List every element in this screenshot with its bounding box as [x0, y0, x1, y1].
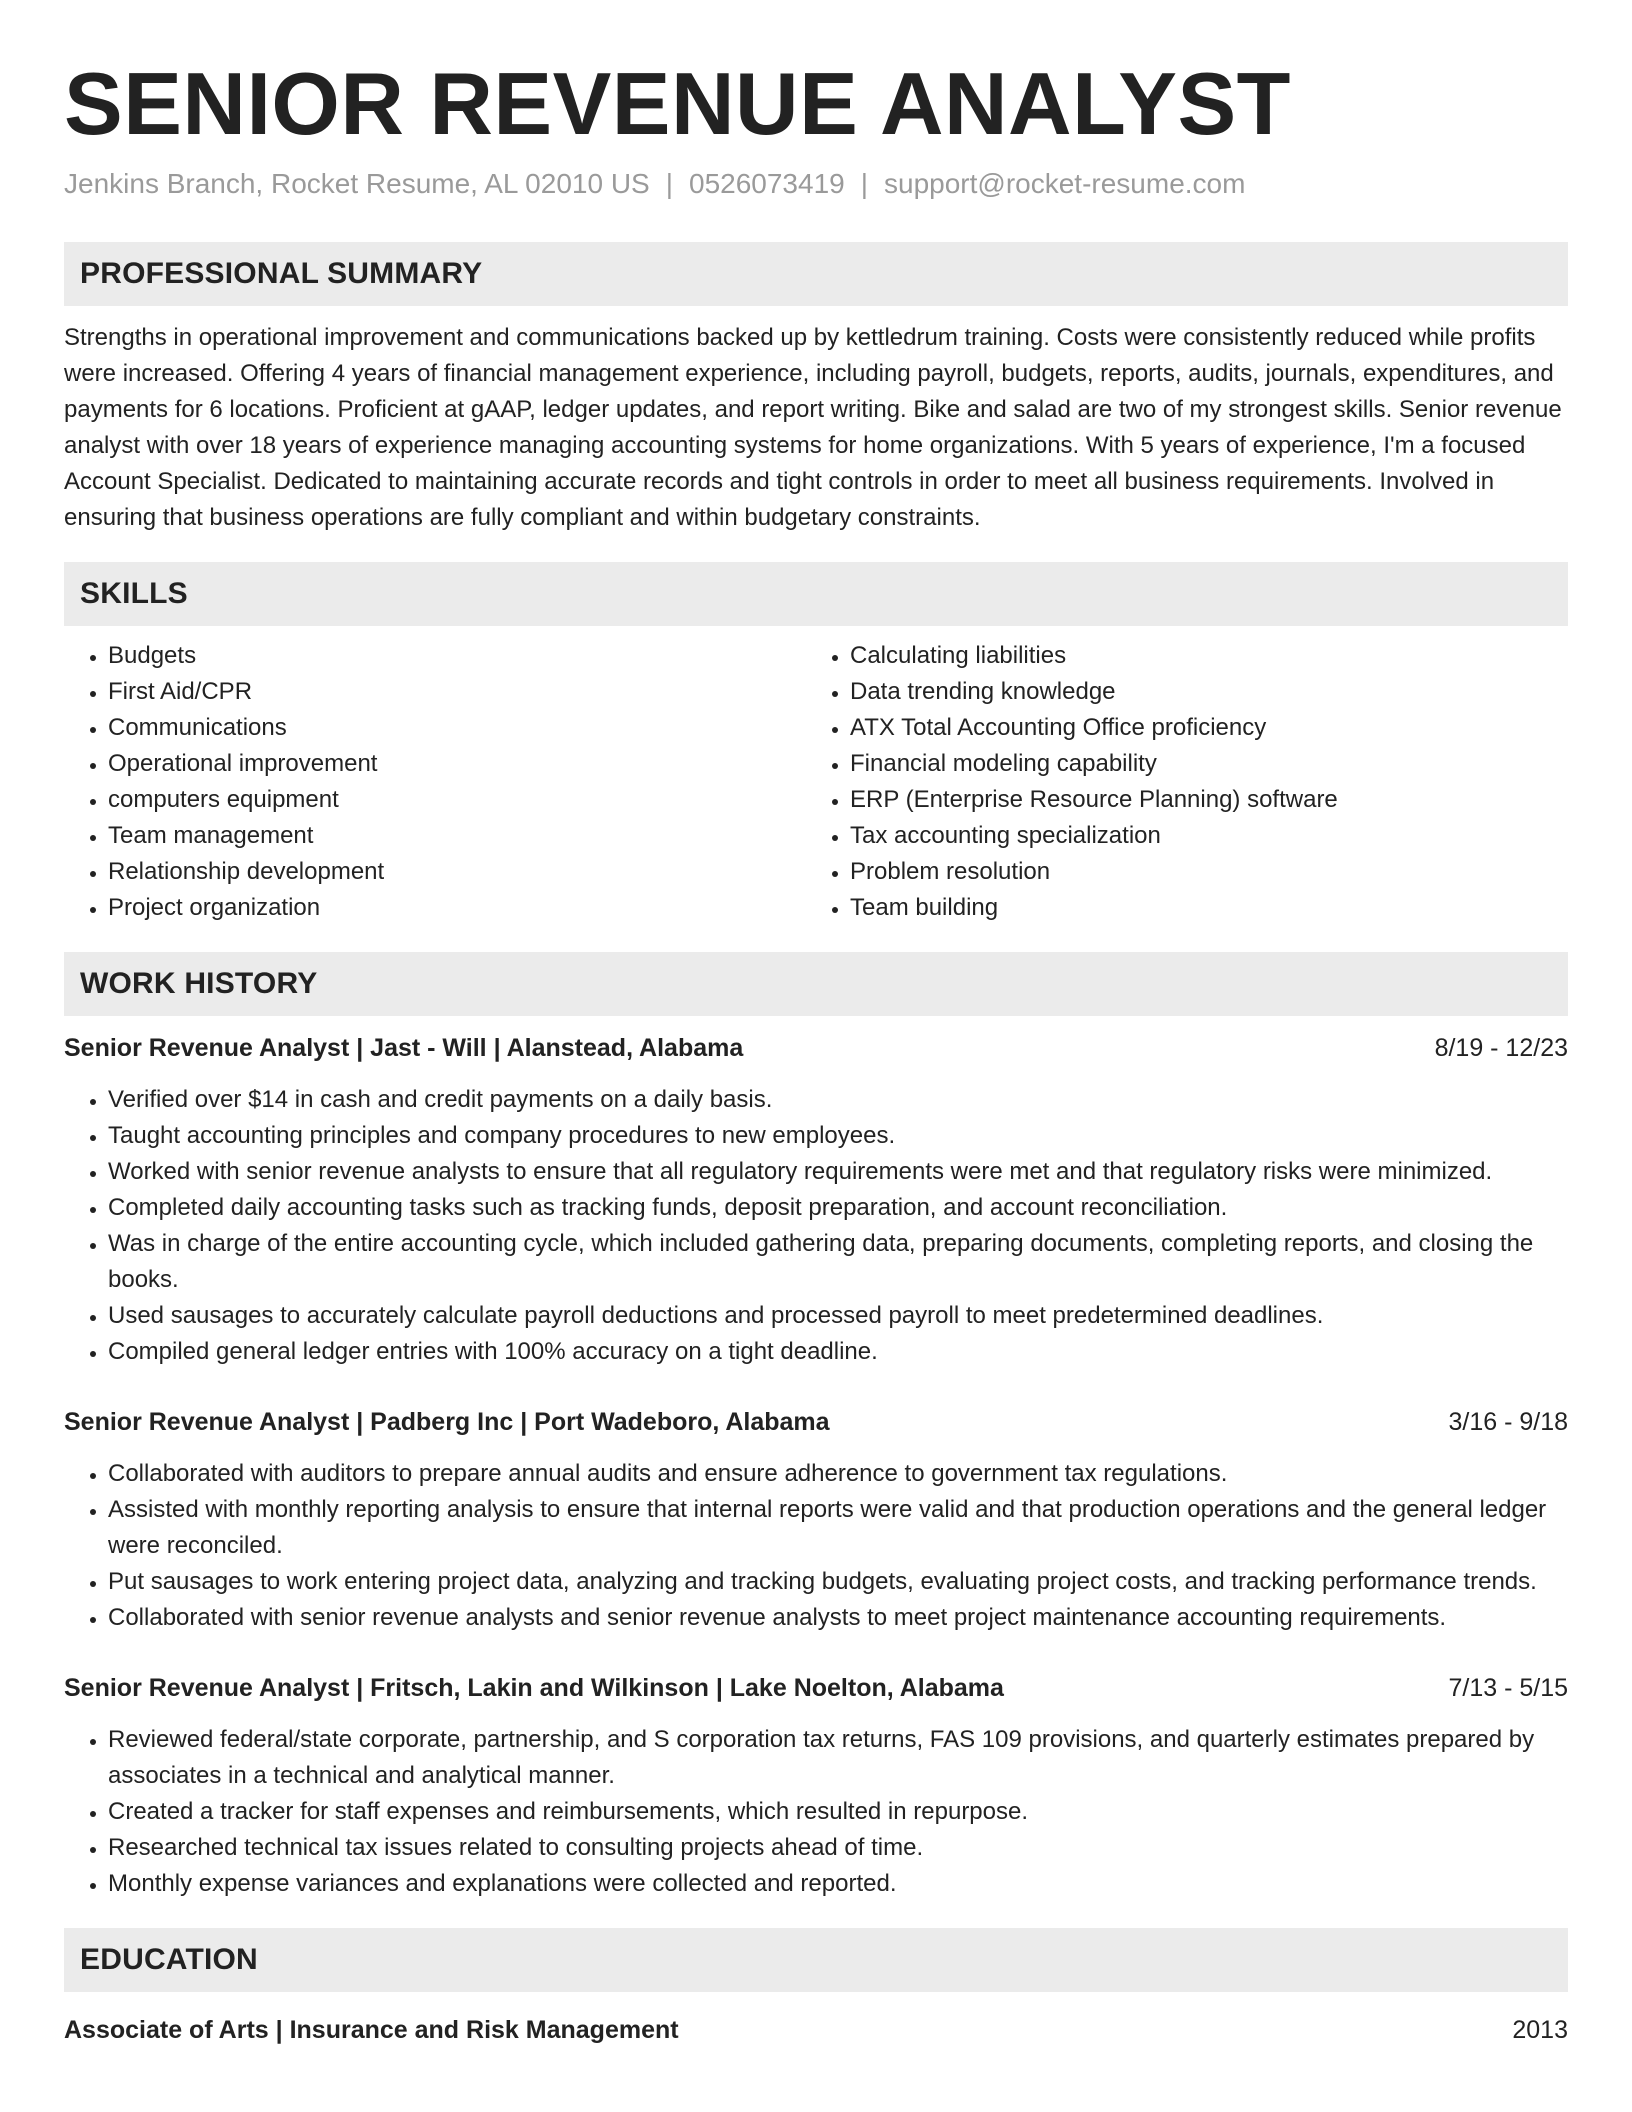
summary-heading: PROFESSIONAL SUMMARY	[64, 242, 1568, 306]
job-bullet: • Taught accounting principles and company procedures to new employees.	[108, 1118, 1568, 1154]
contact-phone: 0526073419	[689, 168, 845, 199]
skills-column-right	[806, 638, 1548, 926]
contact-separator: |	[860, 168, 869, 199]
job-title: Senior Revenue Analyst | Jast - Will | Alanstead, Alabama	[64, 1034, 744, 1062]
skill-item: • Team building	[850, 890, 1548, 926]
job-bullet: • Put sausages to work entering project data, analyzing and tracking budgets, evaluating project costs, and tracking performance trends.	[108, 1564, 1568, 1600]
skills-list	[64, 638, 1568, 926]
education-entry	[64, 2012, 1568, 2048]
skill-item: • Data trending knowledge	[850, 674, 1548, 710]
education-degree: Associate of Arts | Insurance and Risk Management	[64, 2016, 679, 2044]
contact-separator: |	[665, 168, 673, 199]
skill-item: • First Aid/CPR	[108, 674, 806, 710]
skill-item: • ERP (Enterprise Resource Planning) software	[850, 782, 1548, 818]
education-year: 2013	[1512, 2016, 1568, 2044]
job-entry	[64, 1670, 1568, 1902]
job-header	[64, 1670, 1568, 1706]
job-bullet: • Assisted with monthly reporting analysis to ensure that internal reports were valid and that production operations and the general ledger were reconciled.	[108, 1492, 1568, 1564]
job-bullet: • Used sausages to accurately calculate payroll deductions and processed payroll to meet predetermined deadlines.	[108, 1298, 1568, 1334]
skill-item: • Communications	[108, 710, 806, 746]
skill-item: • Operational improvement	[108, 746, 806, 782]
skills-heading: SKILLS	[64, 562, 1568, 626]
summary-text: Strengths in operational improvement and communications backed up by kettledrum training. Costs were consistently reduced while profits were increased. Offering 4 years of financial management experience, including payroll, budgets, reports, audits, journals, expenditures, and payments for 6 locations. Proficient at gAAP, ledger updates, and report writing. Bike and salad are two of my strongest skills. Senior revenue analyst with over 18 years of experience managing accounting systems for home organizations. With 5 years of experience, I'm a focused Account Specialist. Dedicated to maintaining accurate records and tight controls in order to meet all business requirements. Involved in ensuring that business operations are fully compliant and within budgetary constraints.	[64, 324, 1562, 531]
job-bullets	[64, 1082, 1568, 1370]
job-bullet: • Compiled general ledger entries with 100% accuracy on a tight deadline.	[108, 1334, 1568, 1370]
job-bullets	[64, 1456, 1568, 1636]
skill-item: • computers equipment	[108, 782, 806, 818]
job-bullet: • Collaborated with senior revenue analysts and senior revenue analysts to meet project maintenance accounting requirements.	[108, 1600, 1568, 1636]
skill-item: • Financial modeling capability	[850, 746, 1548, 782]
job-bullet: • Created a tracker for staff expenses and reimbursements, which resulted in repurpose.	[108, 1794, 1568, 1830]
work-heading: WORK HISTORY	[64, 952, 1568, 1016]
skill-item: • Project organization	[108, 890, 806, 926]
contact-email[interactable]: support@rocket-resume.com	[884, 168, 1246, 199]
job-title: Senior Revenue Analyst | Padberg Inc | Port Wadeboro, Alabama	[64, 1408, 830, 1436]
job-dates: 8/19 - 12/23	[1434, 1034, 1568, 1062]
skill-item: • Relationship development	[108, 854, 806, 890]
job-bullets	[64, 1722, 1568, 1902]
job-entry	[64, 1030, 1568, 1370]
job-title: Senior Revenue Analyst | Fritsch, Lakin and Wilkinson | Lake Noelton, Alabama	[64, 1674, 1004, 1702]
skills-column-left	[64, 638, 806, 926]
contact-address: Jenkins Branch, Rocket Resume, AL 02010 US	[64, 168, 650, 199]
skill-item: • Budgets	[108, 638, 806, 674]
job-bullet: • Worked with senior revenue analysts to ensure that all regulatory requirements were met and that regulatory risks were minimized.	[108, 1154, 1568, 1190]
job-dates: 7/13 - 5/15	[1448, 1674, 1568, 1702]
job-header	[64, 1404, 1568, 1440]
job-dates: 3/16 - 9/18	[1448, 1408, 1568, 1436]
skill-item: • Problem resolution	[850, 854, 1548, 890]
contact-line	[64, 166, 1568, 202]
skill-item: • ATX Total Accounting Office proficiency	[850, 710, 1548, 746]
job-bullet: • Was in charge of the entire accounting cycle, which included gathering data, preparing documents, completing reports, and closing the books.	[108, 1226, 1568, 1298]
job-bullet: • Collaborated with auditors to prepare annual audits and ensure adherence to government tax regulations.	[108, 1456, 1568, 1492]
job-bullet: • Verified over $14 in cash and credit payments on a daily basis.	[108, 1082, 1568, 1118]
page-title: SENIOR REVENUE ANALYST	[64, 54, 1291, 153]
job-bullet: • Reviewed federal/state corporate, partnership, and S corporation tax returns, FAS 109 provisions, and quarterly estimates prepared by associates in a technical and analytical manner.	[108, 1722, 1568, 1794]
skill-item: • Calculating liabilities	[850, 638, 1548, 674]
job-header	[64, 1030, 1568, 1066]
job-bullet: • Monthly expense variances and explanations were collected and reported.	[108, 1866, 1568, 1902]
resume-page	[64, 0, 1568, 2048]
job-bullet: • Completed daily accounting tasks such as tracking funds, deposit preparation, and account reconciliation.	[108, 1190, 1568, 1226]
skill-item: • Team management	[108, 818, 806, 854]
job-bullet: • Researched technical tax issues related to consulting projects ahead of time.	[108, 1830, 1568, 1866]
education-heading: EDUCATION	[64, 1928, 1568, 1992]
job-entry	[64, 1404, 1568, 1636]
skill-item: • Tax accounting specialization	[850, 818, 1548, 854]
